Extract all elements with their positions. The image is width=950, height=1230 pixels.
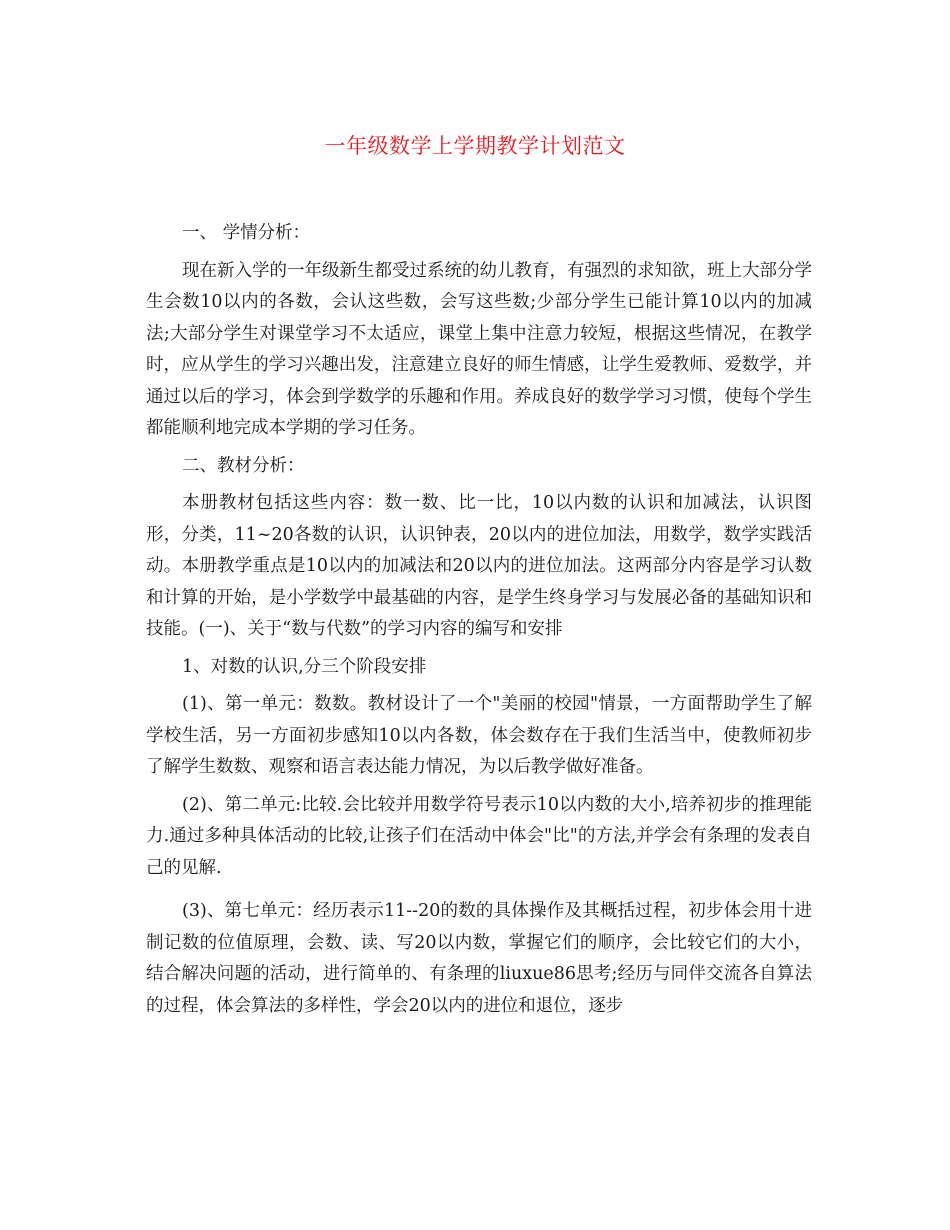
- section-heading-learning-analysis: 一、 学情分析：: [182, 223, 311, 243]
- section-heading-textbook-analysis: 二、教材分析：: [182, 455, 305, 476]
- document-body: [146, 218, 812, 1028]
- document-title: 一年级数学上学期教学计划范文: [324, 134, 626, 158]
- paragraph-learning-analysis: 现在新入学的一年级新生都受过系统的幼儿教育，有强烈的求知欲，班上大部分学生会数10以内的各数，会认这些数，会写这些数;少部分学生已能计算10以内的加减法;大部分学生对课堂学习不太适应，课堂上集中注意力较短，根据这些情况，在教学时，应从学生的学习兴趣出发，注意建立良好的师生情感，让学生爱教师、爱数学，并通过以后的学习，体会到学数学的乐趣和作用。养成良好的数学学习习惯，使每个学生都能顺利地完成本学期的学习任务。: [146, 260, 812, 438]
- list-item-number-recognition: 1、对数的认识,分三个阶段安排: [182, 656, 427, 677]
- paragraph-unit-seven: (3)、第七单元：经历表示11--20的数的具体操作及其概括过程，初步体会用十进制记数的位值原理，会数、读、写20以内数，掌握它们的顺序，会比较它们的大小，结合解决问题的活动，进行简单的、有条理的liuxue86思考;经历与同伴交流各自算法的过程，体会算法的多样性，学会20以内的进位和退位，逐步: [146, 901, 812, 1016]
- paragraph-unit-two: (2)、第二单元:比较.会比较并用数学符号表示10以内数的大小,培养初步的推理能力.通过多种具体活动的比较,让孩子们在活动中体会"比"的方法,并学会有条理的发表自己的见解.: [146, 794, 812, 878]
- paragraph-textbook-analysis: 本册教材包括这些内容：数一数、比一比，10以内数的认识和加减法，认识图形，分类，11~20各数的认识，认识钟表，20以内的进位加法，用数学，数学实践活动。本册教学重点是10以内的加减法和20以内的进位加法。这两部分内容是学习认数和计算的开始，是小学数学中最基础的内容，是学生终身学习与发展必备的基础知识和技能。(一)、关于“数与代数”的学习内容的编写和安排: [146, 493, 812, 639]
- paragraph-unit-one: (1)、第一单元：数数。教材设计了一个"美丽的校园"情景，一方面帮助学生了解学校生活，另一方面初步感知10以内各数，体会数存在于我们生活当中，使教师初步了解学生数数、观察和语言表达能力情况，为以后教学做好准备。: [146, 694, 812, 777]
